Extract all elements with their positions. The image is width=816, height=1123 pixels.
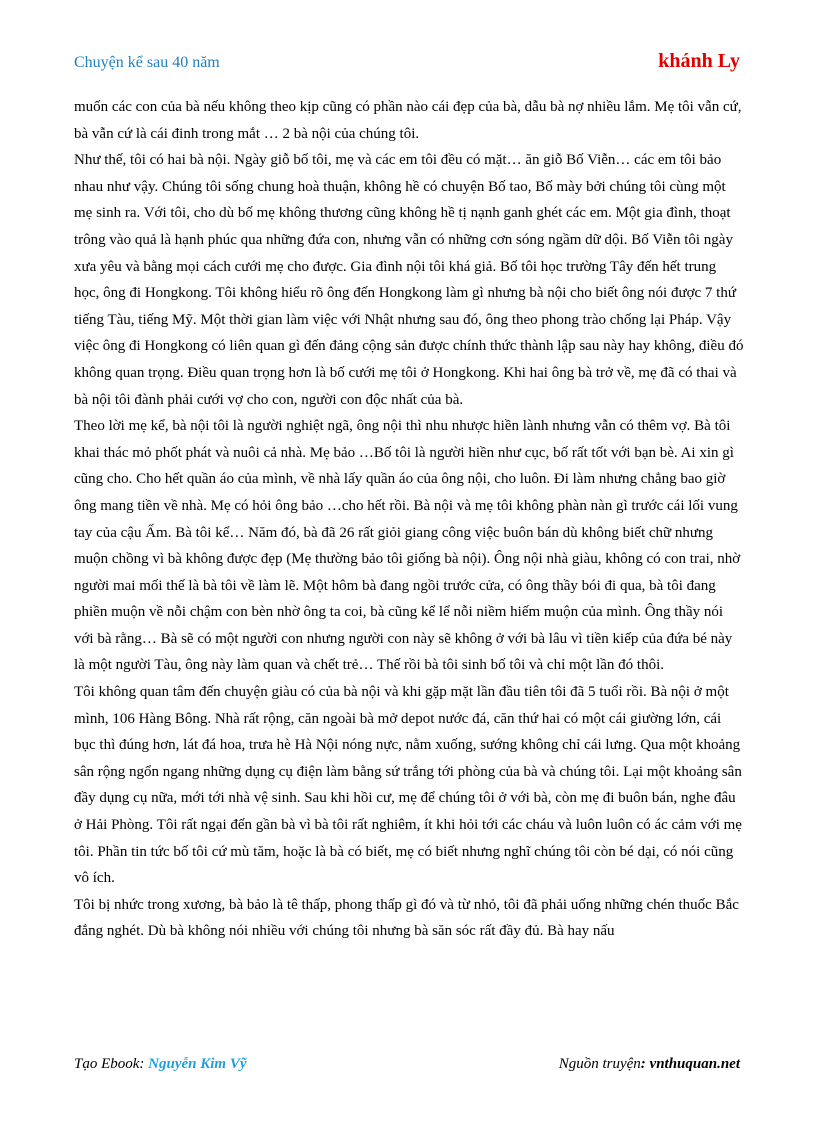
- paragraph: Như thế, tôi có hai bà nội. Ngày giỗ bố tôi, mẹ và các em tôi đều có mặt… ăn giỗ Bố Viễn… các em tôi bảo nhau như vậy. Chúng tôi sống chung hoà thuận, không hề có chuyện Bố tao, Bố mày bởi chúng tôi cùng một mẹ sinh ra. Với tôi, cho dù bố mẹ không thương cũng không hề tị nạnh ganh ghét các em. Một gia đình, thoạt trông vào quả là hạnh phúc qua những đứa con, nhưng vẫn có những cơn sóng ngầm dữ dội. Bố Viễn tôi ngày xưa yêu và bằng mọi cách cưới mẹ cho được. Gia đình nội tôi khá giả. Bố tôi học trường Tây đến hết trung học, ông đi Hongkong. Tôi không hiểu rõ ông đến Hongkong làm gì nhưng bà nội cho biết ông nói được 7 thứ tiếng Tàu, tiếng Mỹ. Một thời gian làm việc với Nhật nhưng sau đó, ông theo phong trào chống lại Pháp. Vậy việc ông đi Hongkong có liên quan gì đến đảng cộng sản được chính thức thành lập sau này hay không, điều đó không quan trọng. Điều quan trọng hơn là bố cưới mẹ tôi ở Hongkong. Khi hai ông bà trở về, mẹ đã có thai và bà nội tôi đành phải cưới vợ cho con, người con độc nhất của bà.: [74, 152, 744, 408]
- page-header: [74, 50, 740, 76]
- ebook-creator-name: Nguyễn Kim Vỹ: [148, 1056, 247, 1072]
- ebook-label: Tạo Ebook: [74, 1056, 140, 1072]
- ebook-separator: :: [139, 1056, 149, 1072]
- paragraph: Theo lời mẹ kể, bà nội tôi là người nghiệt ngã, ông nội thì nhu nhược hiền lành nhưng vẫn có thêm vợ. Bà tôi khai thác mỏ phốt phát và nuôi cả nhà. Mẹ bảo …Bố tôi là người hiền như cục, bố rất tốt với bạn bè. Ai xin gì cũng cho. Cho hết quần áo của mình, về nhà lấy quần áo của ông nội, cho luôn. Đi làm nhưng chẳng bao giờ ông mang tiền về nhà. Mẹ có hỏi ông bảo …cho hết rồi. Bà nội và mẹ tôi không phàn nàn gì trước cái lối vung tay của cậu Ấm. Bà tôi kể… Năm đó, bà đã 26 rất giỏi giang công việc buôn bán dù không biết chữ nhưng muộn chồng vì bà không được đẹp (Mẹ thường bảo tôi giống bà nội). Ông nội nhà giàu, không có con trai, nhờ người mai mối thế là bà tôi về làm lẽ. Một hôm bà đang ngồi trước cửa, có ông thầy bói đi qua, bà tôi đang phiền muộn về nỗi chậm con bèn nhờ ông ta coi, bà cũng kể lể nỗi niềm hiếm muộn của mình. Ông thầy nói với bà rằng… Bà sẽ có một người con nhưng người con này sẽ không ở với bà lâu vì tiền kiếp của đứa bé này là một người Tàu, ông này làm quan và chết trẻ… Thế rồi bà tôi sinh bố tôi và chỉ một lần đó thôi.: [74, 418, 741, 674]
- body-text: [74, 94, 744, 945]
- page-footer: [74, 1056, 740, 1073]
- author-name: khánh Ly: [658, 50, 740, 72]
- paragraph: muốn các con của bà nếu không theo kịp cũng có phần nào cái đẹp của bà, dẫu bà nợ nhiều lắm. Mẹ tôi vẫn cứ, bà vẫn cứ là cái đinh trong mắt … 2 bà nội của chúng tôi.: [74, 99, 742, 142]
- paragraph: Tôi không quan tâm đến chuyện giàu có của bà nội và khi gặp mặt lần đầu tiên tôi đã 5 tuổi rồi. Bà nội ở một mình, 106 Hàng Bông. Nhà rất rộng, căn ngoài bà mở depot nước đá, căn thứ hai có một cái giường lớn, cái bục thì đúng hơn, lát đá hoa, trưa hè Hà Nội nóng nực, nằm xuống, sướng không chỉ cái lưng. Qua một khoảng sân rộng ngổn ngang những dụng cụ điện làm bằng sứ trắng tới phòng của bà và chúng tôi. Lại một khoảng sân đầy dụng cụ nữa, mới tới nhà vệ sinh. Sau khi hồi cư, mẹ để chúng tôi ở với bà, còn mẹ đi buôn bán, nghe đâu ở Hải Phòng. Tôi rất ngại đến gần bà vì bà tôi rất nghiêm, ít khi hỏi tới các cháu và luôn luôn có ác cảm với mẹ tôi. Phần tin tức bố tôi cứ mù tăm, hoặc là bà có biết, mẹ có biết nhưng nghĩ chúng tôi còn bé dại, có nói cũng vô ích.: [74, 684, 742, 887]
- ebook-credit: [74, 1056, 247, 1073]
- source-credit: [559, 1056, 740, 1073]
- book-title: Chuyện kể sau 40 năm: [74, 54, 220, 71]
- source-site: vnthuquan.net: [649, 1056, 740, 1072]
- source-label: Nguồn truyện: [558, 1056, 641, 1072]
- paragraph: Tôi bị nhức trong xương, bà bảo là tê thấp, phong thấp gì đó và từ nhỏ, tôi đã phải uống những chén thuốc Bắc đắng nghét. Dù bà không nói nhiều với chúng tôi nhưng bà săn sóc rất đầy đủ. Bà hay nấu: [74, 896, 739, 940]
- source-separator: :: [640, 1056, 650, 1072]
